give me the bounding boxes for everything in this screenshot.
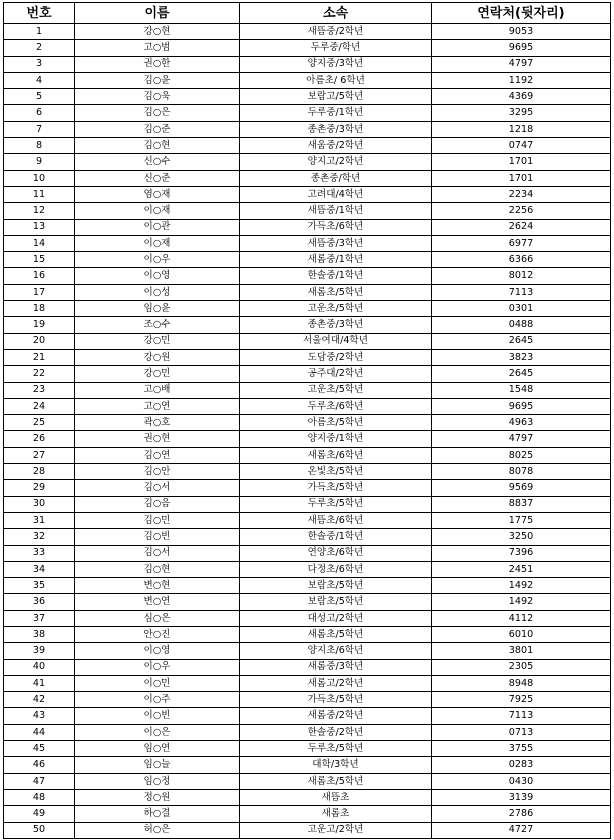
- cell-number: 32: [4, 529, 75, 545]
- cell-number: 47: [4, 773, 75, 789]
- cell-affiliation: 종촌중/3학년: [240, 317, 432, 333]
- cell-number: 38: [4, 626, 75, 642]
- cell-number: 49: [4, 806, 75, 822]
- cell-name: 고○연: [75, 398, 240, 414]
- cell-contact: 3801: [432, 643, 611, 659]
- table-body: [4, 24, 611, 839]
- cell-affiliation: 새롬초/5학년: [240, 284, 432, 300]
- cell-contact: 7396: [432, 545, 611, 561]
- cell-contact: 8837: [432, 496, 611, 512]
- cell-number: 46: [4, 757, 75, 773]
- table-row: [4, 464, 611, 480]
- cell-name: 이○관: [75, 219, 240, 235]
- cell-number: 22: [4, 366, 75, 382]
- cell-contact: 3823: [432, 349, 611, 365]
- cell-number: 37: [4, 610, 75, 626]
- cell-name: 김○민: [75, 512, 240, 528]
- table-row: [4, 529, 611, 545]
- cell-number: 20: [4, 333, 75, 349]
- table-row: [4, 692, 611, 708]
- cell-number: 43: [4, 708, 75, 724]
- cell-number: 24: [4, 398, 75, 414]
- table-row: [4, 284, 611, 300]
- table-row: [4, 186, 611, 202]
- table-row: [4, 366, 611, 382]
- cell-name: 김○은: [75, 105, 240, 121]
- cell-affiliation: 양지중/3학년: [240, 56, 432, 72]
- cell-affiliation: 고운초/5학년: [240, 382, 432, 398]
- cell-number: 45: [4, 741, 75, 757]
- cell-name: 김○욱: [75, 89, 240, 105]
- table-row: [4, 398, 611, 414]
- cell-contact: 9053: [432, 24, 611, 40]
- cell-number: 42: [4, 692, 75, 708]
- cell-affiliation: 연양초/6학년: [240, 545, 432, 561]
- cell-number: 15: [4, 252, 75, 268]
- cell-number: 2: [4, 40, 75, 56]
- cell-contact: 2645: [432, 366, 611, 382]
- cell-affiliation: 두루초/5학년: [240, 496, 432, 512]
- table-row: [4, 203, 611, 219]
- cell-contact: 0488: [432, 317, 611, 333]
- cell-number: 27: [4, 447, 75, 463]
- cell-name: 하○결: [75, 806, 240, 822]
- cell-number: 23: [4, 382, 75, 398]
- header-number: 번호: [4, 3, 75, 24]
- cell-name: 강○현: [75, 24, 240, 40]
- cell-affiliation: 한솔중/2학년: [240, 724, 432, 740]
- cell-affiliation: 새뜸중/3학년: [240, 235, 432, 251]
- cell-affiliation: 보람초/5학년: [240, 578, 432, 594]
- cell-affiliation: 아름초/ 6학년: [240, 72, 432, 88]
- cell-contact: 1492: [432, 594, 611, 610]
- cell-contact: 2645: [432, 333, 611, 349]
- cell-contact: 3295: [432, 105, 611, 121]
- cell-number: 48: [4, 789, 75, 805]
- table-row: [4, 561, 611, 577]
- table-row: [4, 252, 611, 268]
- cell-contact: 1701: [432, 170, 611, 186]
- cell-number: 10: [4, 170, 75, 186]
- cell-affiliation: 아름초/5학년: [240, 415, 432, 431]
- cell-contact: 7113: [432, 284, 611, 300]
- cell-contact: 1775: [432, 512, 611, 528]
- cell-number: 40: [4, 659, 75, 675]
- cell-number: 17: [4, 284, 75, 300]
- table-row: [4, 480, 611, 496]
- table-row: [4, 349, 611, 365]
- cell-name: 이○영: [75, 643, 240, 659]
- table-row: [4, 626, 611, 642]
- cell-affiliation: 가득초/5학년: [240, 480, 432, 496]
- cell-contact: 0713: [432, 724, 611, 740]
- cell-contact: 0283: [432, 757, 611, 773]
- cell-number: 14: [4, 235, 75, 251]
- table-row: [4, 72, 611, 88]
- cell-name: 안○진: [75, 626, 240, 642]
- cell-name: 허○은: [75, 822, 240, 838]
- table-row: [4, 235, 611, 251]
- cell-number: 19: [4, 317, 75, 333]
- cell-name: 김○윤: [75, 72, 240, 88]
- cell-contact: 0301: [432, 301, 611, 317]
- cell-number: 39: [4, 643, 75, 659]
- cell-contact: 3139: [432, 789, 611, 805]
- cell-name: 이○민: [75, 675, 240, 691]
- cell-number: 36: [4, 594, 75, 610]
- cell-affiliation: 새롬초/6학년: [240, 447, 432, 463]
- cell-name: 권○한: [75, 56, 240, 72]
- table-row: [4, 496, 611, 512]
- cell-name: 이○우: [75, 252, 240, 268]
- cell-contact: 8025: [432, 447, 611, 463]
- table-row: [4, 757, 611, 773]
- cell-name: 변○연: [75, 594, 240, 610]
- header-contact: 연락처(뒷자리): [432, 3, 611, 24]
- cell-affiliation: 보람고/5학년: [240, 89, 432, 105]
- table-row: [4, 89, 611, 105]
- table-row: [4, 121, 611, 137]
- cell-affiliation: 서울여대/4학년: [240, 333, 432, 349]
- cell-contact: 7925: [432, 692, 611, 708]
- cell-name: 김○안: [75, 464, 240, 480]
- table-row: [4, 724, 611, 740]
- cell-affiliation: 한솔중/1학년: [240, 268, 432, 284]
- cell-name: 신○준: [75, 170, 240, 186]
- cell-affiliation: 새롬초/5학년: [240, 626, 432, 642]
- cell-number: 12: [4, 203, 75, 219]
- cell-affiliation: 새롬중/2학년: [240, 708, 432, 724]
- cell-name: 김○서: [75, 480, 240, 496]
- cell-number: 26: [4, 431, 75, 447]
- cell-affiliation: 새롬초/5학년: [240, 773, 432, 789]
- table-row: [4, 594, 611, 610]
- cell-contact: 4963: [432, 415, 611, 431]
- table-row: [4, 708, 611, 724]
- cell-name: 이○주: [75, 692, 240, 708]
- cell-number: 4: [4, 72, 75, 88]
- cell-name: 김○서: [75, 545, 240, 561]
- table-row: [4, 56, 611, 72]
- header-name: 이름: [75, 3, 240, 24]
- cell-affiliation: 고려대/4학년: [240, 186, 432, 202]
- cell-contact: 2305: [432, 659, 611, 675]
- cell-name: 임○윤: [75, 301, 240, 317]
- cell-name: 변○현: [75, 578, 240, 594]
- table-row: [4, 773, 611, 789]
- cell-contact: 1701: [432, 154, 611, 170]
- table-row: [4, 512, 611, 528]
- table-row: [4, 789, 611, 805]
- cell-contact: 8012: [432, 268, 611, 284]
- cell-number: 16: [4, 268, 75, 284]
- cell-contact: 6010: [432, 626, 611, 642]
- cell-contact: 0747: [432, 138, 611, 154]
- cell-affiliation: 도담중/2학년: [240, 349, 432, 365]
- cell-affiliation: 다정초/6학년: [240, 561, 432, 577]
- cell-affiliation: 새뜸중/2학년: [240, 24, 432, 40]
- table-row: [4, 545, 611, 561]
- table-row: [4, 610, 611, 626]
- cell-name: 김○음: [75, 496, 240, 512]
- table-row: [4, 40, 611, 56]
- cell-contact: 1548: [432, 382, 611, 398]
- cell-contact: 4797: [432, 56, 611, 72]
- cell-contact: 2234: [432, 186, 611, 202]
- cell-affiliation: 양지초/6학년: [240, 643, 432, 659]
- cell-affiliation: 새롬중/3학년: [240, 659, 432, 675]
- cell-contact: 7113: [432, 708, 611, 724]
- table-row: [4, 333, 611, 349]
- cell-name: 곽○호: [75, 415, 240, 431]
- cell-affiliation: 양지고/2학년: [240, 154, 432, 170]
- cell-number: 21: [4, 349, 75, 365]
- cell-name: 김○준: [75, 121, 240, 137]
- table-row: [4, 578, 611, 594]
- cell-name: 김○현: [75, 561, 240, 577]
- cell-number: 8: [4, 138, 75, 154]
- cell-name: 이○성: [75, 284, 240, 300]
- cell-number: 11: [4, 186, 75, 202]
- cell-affiliation: 새뜸초/6학년: [240, 512, 432, 528]
- cell-name: 강○민: [75, 333, 240, 349]
- table-row: [4, 24, 611, 40]
- cell-affiliation: 두루중/학년: [240, 40, 432, 56]
- cell-contact: 9569: [432, 480, 611, 496]
- table-row: [4, 415, 611, 431]
- cell-contact: 6977: [432, 235, 611, 251]
- cell-affiliation: 새움중/2학년: [240, 138, 432, 154]
- cell-number: 28: [4, 464, 75, 480]
- cell-affiliation: 새뜸초: [240, 789, 432, 805]
- table-row: [4, 219, 611, 235]
- cell-name: 정○원: [75, 789, 240, 805]
- cell-affiliation: 종촌중/학년: [240, 170, 432, 186]
- cell-contact: 3755: [432, 741, 611, 757]
- table-row: [4, 447, 611, 463]
- cell-contact: 9695: [432, 398, 611, 414]
- cell-number: 3: [4, 56, 75, 72]
- cell-name: 이○우: [75, 659, 240, 675]
- table-row: [4, 317, 611, 333]
- cell-name: 이○은: [75, 724, 240, 740]
- cell-contact: 2624: [432, 219, 611, 235]
- cell-name: 김○빈: [75, 529, 240, 545]
- cell-affiliation: 가득초/5학년: [240, 692, 432, 708]
- cell-name: 이○재: [75, 203, 240, 219]
- cell-contact: 2451: [432, 561, 611, 577]
- table-row: [4, 105, 611, 121]
- cell-number: 1: [4, 24, 75, 40]
- cell-affiliation: 두루초/6학년: [240, 398, 432, 414]
- cell-contact: 4112: [432, 610, 611, 626]
- cell-number: 9: [4, 154, 75, 170]
- cell-contact: 4727: [432, 822, 611, 838]
- cell-name: 김○연: [75, 447, 240, 463]
- table-row: [4, 822, 611, 838]
- cell-number: 5: [4, 89, 75, 105]
- cell-affiliation: 공주대/2학년: [240, 366, 432, 382]
- table-row: [4, 806, 611, 822]
- cell-affiliation: 온빛초/5학년: [240, 464, 432, 480]
- table-row: [4, 659, 611, 675]
- table-row: [4, 138, 611, 154]
- cell-number: 13: [4, 219, 75, 235]
- cell-affiliation: 고운고/2학년: [240, 822, 432, 838]
- cell-number: 35: [4, 578, 75, 594]
- cell-affiliation: 고운초/5학년: [240, 301, 432, 317]
- table-row: [4, 643, 611, 659]
- cell-affiliation: 양지중/1학년: [240, 431, 432, 447]
- cell-number: 18: [4, 301, 75, 317]
- cell-contact: 8948: [432, 675, 611, 691]
- cell-number: 34: [4, 561, 75, 577]
- cell-contact: 0430: [432, 773, 611, 789]
- cell-affiliation: 새롬고/2학년: [240, 675, 432, 691]
- cell-number: 7: [4, 121, 75, 137]
- cell-contact: 4797: [432, 431, 611, 447]
- table-row: [4, 741, 611, 757]
- cell-affiliation: 두루중/1학년: [240, 105, 432, 121]
- cell-name: 임○연: [75, 741, 240, 757]
- cell-name: 강○민: [75, 366, 240, 382]
- cell-number: 6: [4, 105, 75, 121]
- table-row: [4, 675, 611, 691]
- cell-name: 이○빈: [75, 708, 240, 724]
- table-row: [4, 382, 611, 398]
- cell-name: 권○현: [75, 431, 240, 447]
- cell-contact: 4369: [432, 89, 611, 105]
- cell-number: 41: [4, 675, 75, 691]
- cell-number: 29: [4, 480, 75, 496]
- cell-number: 50: [4, 822, 75, 838]
- cell-affiliation: 새롬초: [240, 806, 432, 822]
- cell-contact: 1492: [432, 578, 611, 594]
- cell-name: 임○늘: [75, 757, 240, 773]
- cell-name: 심○은: [75, 610, 240, 626]
- cell-name: 조○수: [75, 317, 240, 333]
- cell-name: 고○배: [75, 382, 240, 398]
- header-affiliation: 소속: [240, 3, 432, 24]
- table-row: [4, 268, 611, 284]
- table-row: [4, 170, 611, 186]
- cell-number: 44: [4, 724, 75, 740]
- cell-contact: 8078: [432, 464, 611, 480]
- cell-affiliation: 대성고/2학년: [240, 610, 432, 626]
- cell-contact: 3250: [432, 529, 611, 545]
- header-row: [4, 3, 611, 24]
- cell-number: 31: [4, 512, 75, 528]
- cell-affiliation: 새롬중/1학년: [240, 252, 432, 268]
- cell-name: 고○범: [75, 40, 240, 56]
- table-row: [4, 431, 611, 447]
- cell-affiliation: 새뜸중/1학년: [240, 203, 432, 219]
- roster-table: [3, 2, 611, 839]
- cell-name: 신○수: [75, 154, 240, 170]
- cell-number: 30: [4, 496, 75, 512]
- cell-contact: 9695: [432, 40, 611, 56]
- cell-number: 25: [4, 415, 75, 431]
- cell-affiliation: 보람초/5학년: [240, 594, 432, 610]
- cell-contact: 2256: [432, 203, 611, 219]
- table-row: [4, 301, 611, 317]
- cell-affiliation: 대학/3학년: [240, 757, 432, 773]
- cell-affiliation: 한솔중/1학년: [240, 529, 432, 545]
- cell-name: 이○재: [75, 235, 240, 251]
- cell-name: 김○현: [75, 138, 240, 154]
- cell-affiliation: 두루초/5학년: [240, 741, 432, 757]
- cell-contact: 1192: [432, 72, 611, 88]
- cell-number: 33: [4, 545, 75, 561]
- cell-affiliation: 가득초/6학년: [240, 219, 432, 235]
- cell-contact: 2786: [432, 806, 611, 822]
- cell-name: 강○원: [75, 349, 240, 365]
- cell-affiliation: 종촌중/3학년: [240, 121, 432, 137]
- cell-contact: 1218: [432, 121, 611, 137]
- cell-contact: 6366: [432, 252, 611, 268]
- table-row: [4, 154, 611, 170]
- cell-name: 임○정: [75, 773, 240, 789]
- cell-name: 이○영: [75, 268, 240, 284]
- cell-name: 염○재: [75, 186, 240, 202]
